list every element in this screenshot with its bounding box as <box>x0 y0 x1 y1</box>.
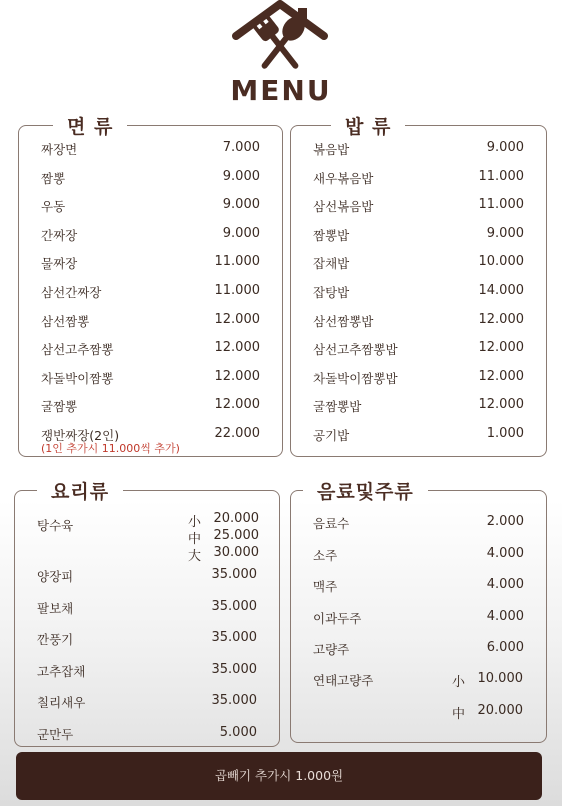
size-label: 小 <box>451 675 465 690</box>
item-name: 공기밥 <box>313 428 350 443</box>
size-label: 大 <box>187 549 201 564</box>
item-name: 굴짬뽕밥 <box>313 399 362 415</box>
item-price: 20.000 <box>477 703 523 718</box>
item-price: 11.000 <box>214 283 260 298</box>
item-name: 짜장면 <box>41 142 78 157</box>
item-price: 22.000 <box>214 426 260 441</box>
item-name: 우동 <box>41 199 66 215</box>
item-name: 팔보채 <box>37 600 74 616</box>
item-price: 35.000 <box>211 567 257 582</box>
item-price: 4.000 <box>486 608 524 624</box>
size-label: 中 <box>187 532 201 547</box>
item-price: 4.000 <box>486 545 524 561</box>
extra-portion-note: 곱빼기 추가시 1.000원 <box>16 752 542 800</box>
item-price: 10.000 <box>478 254 524 270</box>
item-price: 20.000 <box>213 511 259 526</box>
item-price: 25.000 <box>213 528 259 543</box>
item-name: 굴짬뽕 <box>41 399 78 415</box>
item-name: 고추잡채 <box>37 663 86 679</box>
item-price: 35.000 <box>211 693 257 708</box>
item-price: 7.000 <box>222 140 260 155</box>
item-name: 칠리새우 <box>37 695 86 710</box>
item-price: 11.000 <box>478 168 524 184</box>
rice-title: 밥 류 <box>331 112 405 139</box>
item-name: 차돌박이짬뽕 <box>41 370 114 386</box>
item-name: 군만두 <box>37 726 74 742</box>
rice-section <box>290 116 547 457</box>
item-name: 볶음밥 <box>313 142 350 157</box>
item-name: 간짜장 <box>41 227 78 243</box>
item-name: 잡채밥 <box>313 256 350 272</box>
item-price: 12.000 <box>478 340 524 356</box>
item-price: 4.000 <box>486 577 524 592</box>
item-name: 탕수육 <box>37 518 74 533</box>
item-name: 고량주 <box>313 642 350 657</box>
drinks-title: 음료및주류 <box>303 477 428 504</box>
item-price: 35.000 <box>211 630 257 645</box>
item-price: 9.000 <box>222 168 260 184</box>
item-price: 9.000 <box>222 197 260 213</box>
noodles-title: 면 류 <box>53 112 127 139</box>
drinks-section <box>290 481 547 743</box>
item-price: 9.000 <box>486 140 524 155</box>
item-name: 쟁반짜장(2인) <box>41 428 120 443</box>
item-name: 소주 <box>313 547 338 563</box>
item-name: 짬뽕 <box>41 170 66 186</box>
item-name: 차돌박이짬뽕밥 <box>313 370 398 386</box>
item-price: 9.000 <box>486 225 524 241</box>
item-price: 11.000 <box>478 197 524 213</box>
item-name: 삼선고추짬뽕 <box>41 342 114 358</box>
item-name: 양장피 <box>37 569 74 584</box>
item-price: 30.000 <box>213 545 259 560</box>
item-price: 14.000 <box>478 283 524 298</box>
item-price: 12.000 <box>214 368 260 384</box>
item-price: 9.000 <box>222 225 260 241</box>
item-name: 짬뽕밥 <box>313 227 350 243</box>
item-price: 12.000 <box>214 340 260 356</box>
menu-title: MENU <box>230 74 332 107</box>
item-price: 5.000 <box>219 724 257 740</box>
item-name: 새우볶음밥 <box>313 170 374 186</box>
item-name: 음료수 <box>313 516 350 531</box>
dishes-section <box>14 481 280 747</box>
item-price: 35.000 <box>211 598 257 614</box>
item-name: 삼선짬뽕 <box>41 313 90 329</box>
item-price: 1.000 <box>486 426 524 441</box>
item-price: 6.000 <box>486 640 524 655</box>
item-name: 삼선볶음밥 <box>313 199 374 215</box>
item-price: 12.000 <box>478 311 524 327</box>
item-name: 잡탕밥 <box>313 285 350 300</box>
item-price: 12.000 <box>478 397 524 413</box>
item-price: 11.000 <box>214 254 260 270</box>
item-name: 물짜장 <box>41 256 78 272</box>
item-name: 맥주 <box>313 579 338 594</box>
size-label: 小 <box>187 515 201 530</box>
item-price: 2.000 <box>486 514 524 529</box>
group-order-note: (1인 추가시 11.000씩 추가) <box>41 442 180 455</box>
house-fork-spoon-icon <box>230 0 330 78</box>
item-price: 10.000 <box>477 671 523 686</box>
item-name: 깐풍기 <box>37 632 74 647</box>
noodles-section <box>18 116 283 457</box>
item-price: 12.000 <box>214 311 260 327</box>
item-name: 연태고량주 <box>313 673 374 688</box>
dishes-title: 요리류 <box>37 477 123 504</box>
item-price: 12.000 <box>478 368 524 384</box>
item-name: 삼선짬뽕밥 <box>313 313 374 329</box>
item-price: 12.000 <box>214 397 260 413</box>
item-name: 이과두주 <box>313 610 362 626</box>
item-name: 삼선고추짬뽕밥 <box>313 342 398 358</box>
item-price: 35.000 <box>211 661 257 677</box>
item-name: 삼선간짜장 <box>41 285 102 300</box>
size-label: 中 <box>451 707 465 722</box>
